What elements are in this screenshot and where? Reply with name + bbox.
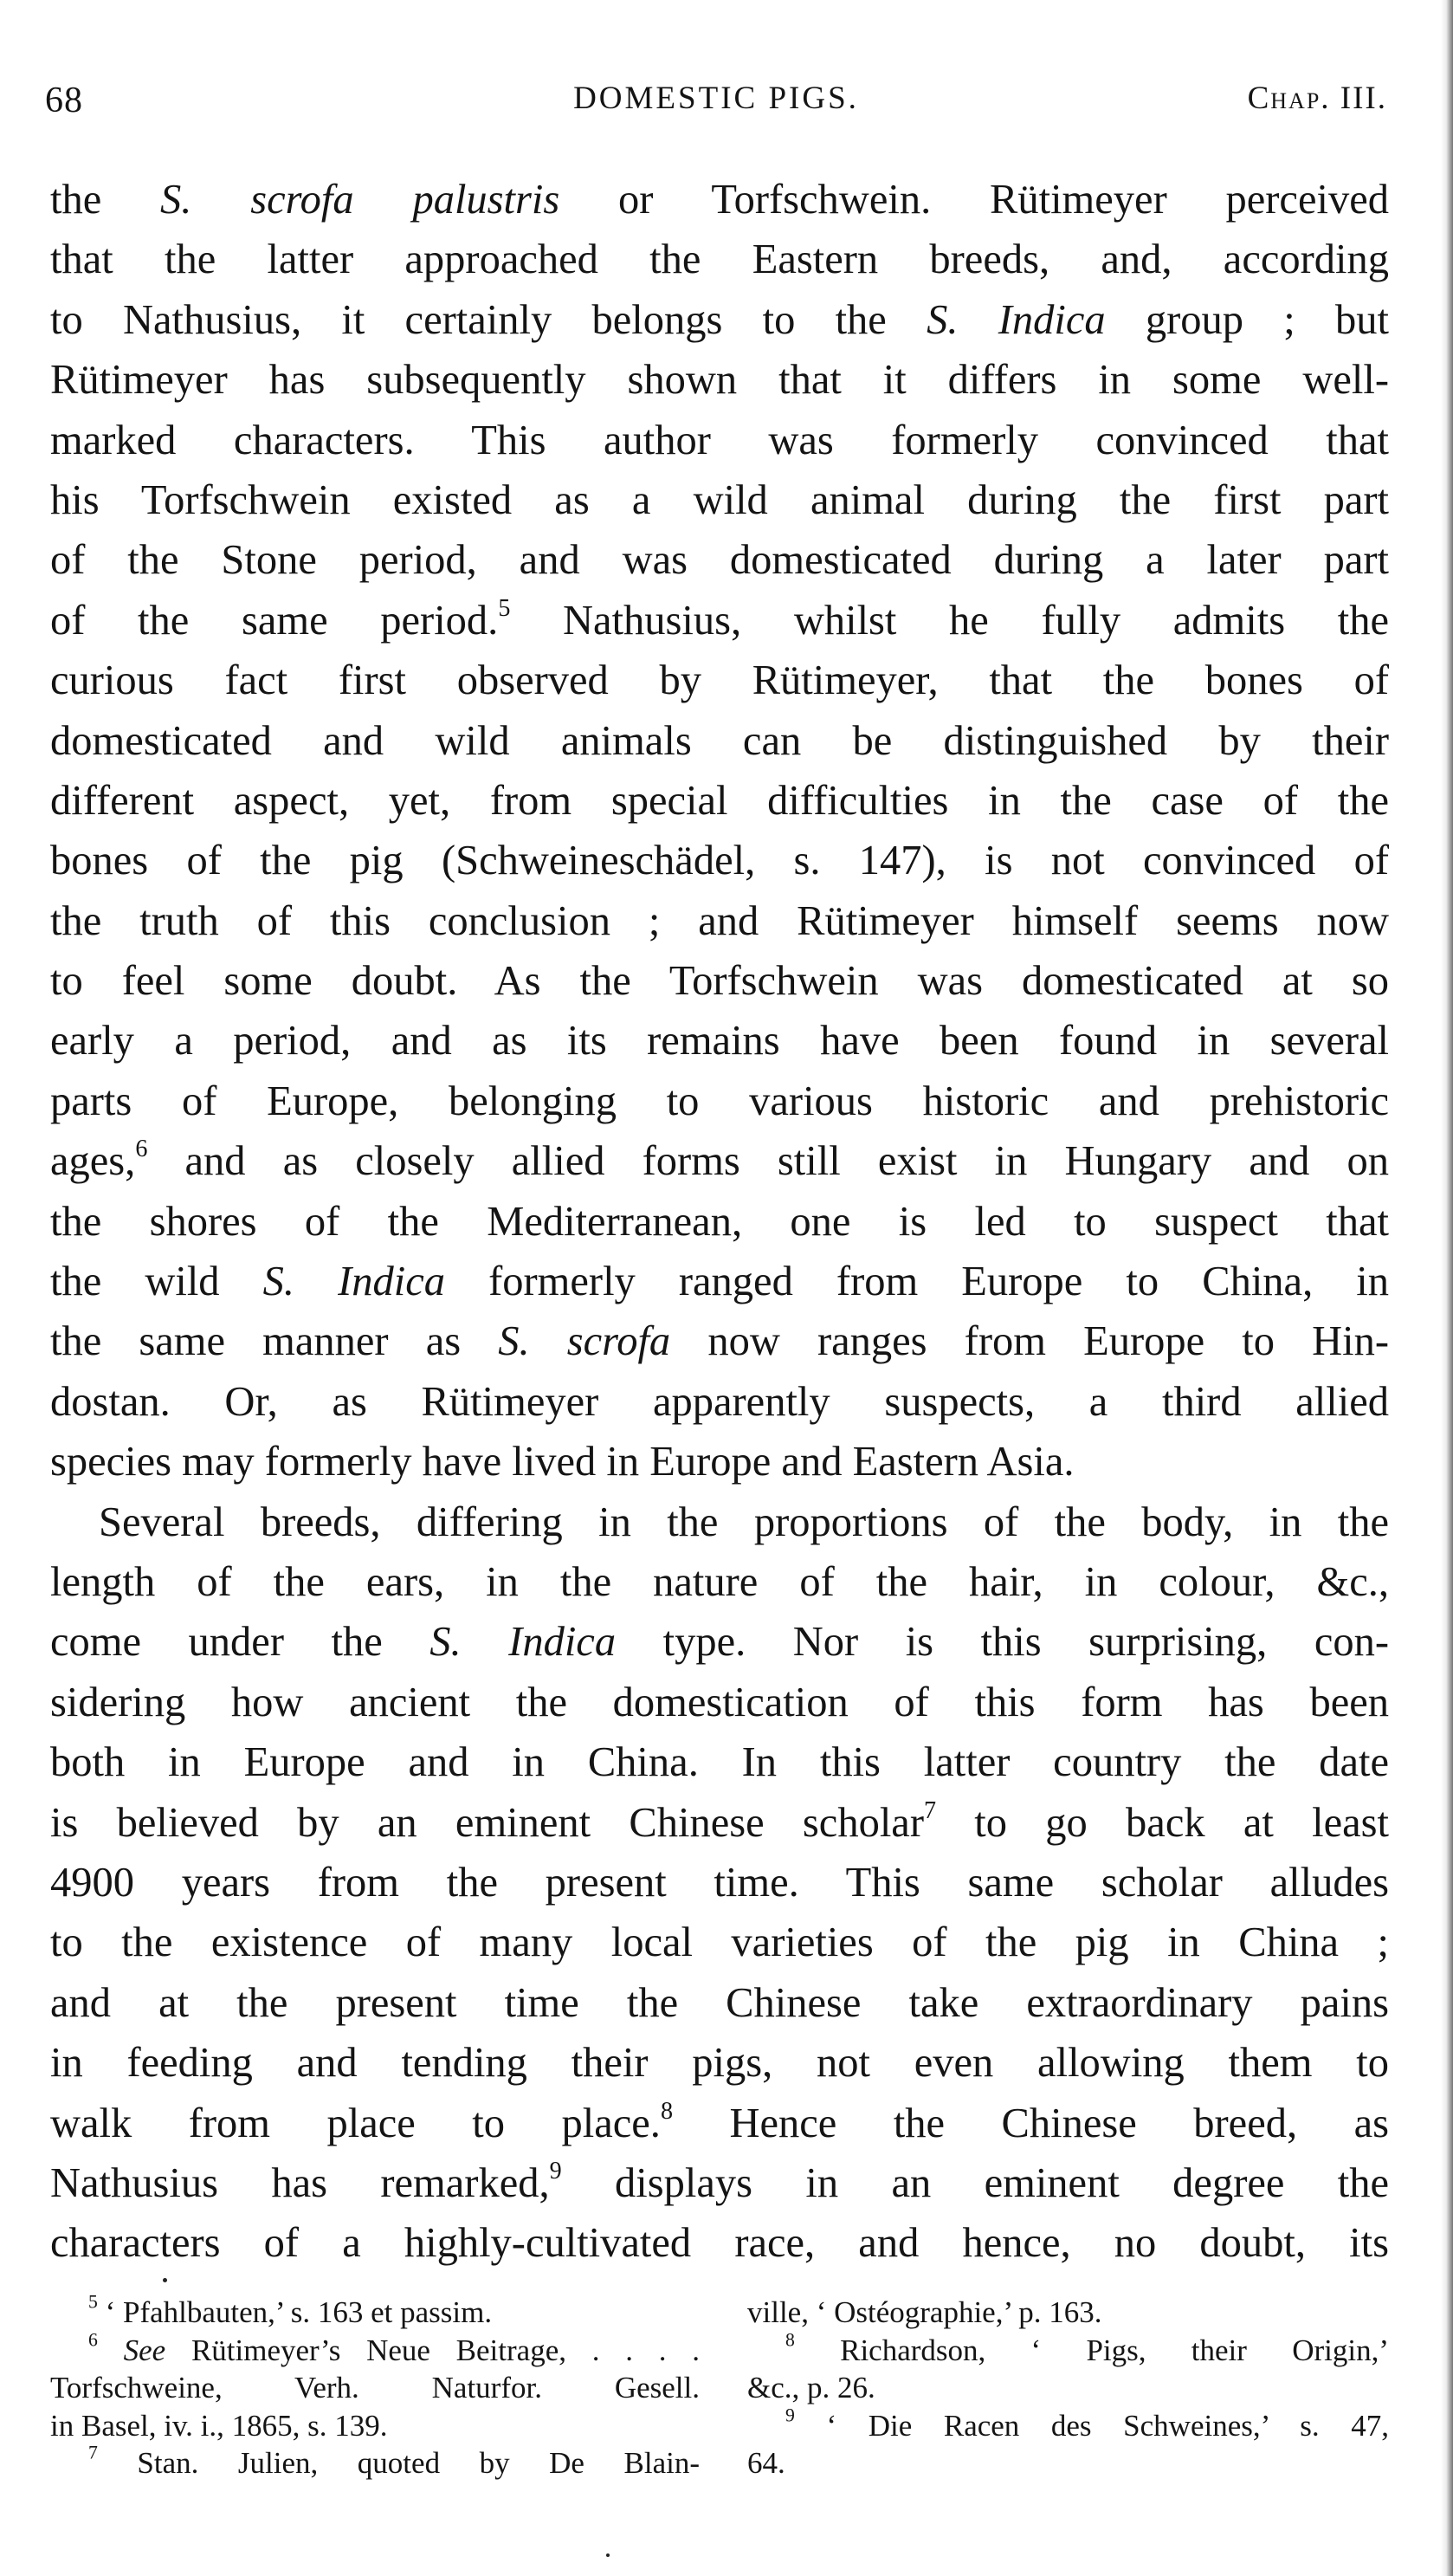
text-line: in feeding and tending their pigs, not even allowing them to: [50, 2040, 1389, 2087]
running-header: [45, 80, 1387, 123]
text-line: to feel some doubt. As the Torfschwein was domesticated at so: [50, 958, 1389, 1005]
ink-speck: [163, 2278, 167, 2282]
text-line: bones of the pig (Schweineschädel, s. 147), is not convinced of: [50, 838, 1389, 884]
text-line: parts of Europe, belonging to various historic and prehistoric: [50, 1078, 1389, 1124]
paragraph-1: [50, 170, 1389, 1492]
text-line: come under the S. Indica type. Nor is this surprising, con-: [50, 1619, 1390, 1666]
text-line: Rütimeyer has subsequently shown that it differs in some well-: [50, 357, 1389, 404]
text-line: marked characters. This author was formerly convinced that: [50, 417, 1389, 463]
footnote-ref-8[interactable]: 8: [660, 2097, 673, 2125]
footnote-ref-5[interactable]: 5: [498, 594, 511, 622]
text-line: the same manner as S. scrofa now ranges from Europe to Hin-: [50, 1318, 1389, 1365]
chapter-reference: Chap. III.: [1247, 81, 1387, 116]
footnote-6-cont: in Basel, iv. i., 1865, s. 139.: [50, 2408, 388, 2443]
text-line: both in Europe and in China. In this latter country the date: [50, 1739, 1389, 1786]
text-line: length of the ears, in the nature of the hair, in colour, &c.,: [50, 1558, 1389, 1605]
text-line: curious fact first observed by Rütimeyer, that the bones of: [50, 657, 1389, 704]
footnote-6-cont: Torfschweine, Verh. Naturfor. Gesell.: [50, 2371, 700, 2404]
text-line: species may formerly have lived in Europe and Eastern Asia.: [50, 1439, 1075, 1485]
running-title: DOMESTIC PIGS.: [573, 81, 859, 116]
body-text: [50, 170, 1389, 2274]
text-line: Nathusius has remarked,$^9$ displays in an eminent degree the: [50, 2157, 1390, 2206]
text-line: Several breeds, differing in the proportions of the body, in the: [99, 1498, 1389, 1545]
text-line: the wild S. Indica formerly ranged from Europe to China, in: [50, 1259, 1390, 1305]
text-line: different aspect, yet, from special difficulties in the case of the: [50, 777, 1389, 824]
text-line: that the latter approached the Eastern breeds, and, according: [50, 236, 1389, 283]
footnote-ref-6[interactable]: 6: [135, 1136, 148, 1163]
text-line: the truth of this conclusion ; and Rütimeyer himself seems now: [50, 897, 1389, 944]
text-line: the S. scrofa palustris or Torfschwein. Rütimeyer perceived: [50, 177, 1389, 223]
binding-shadow: [1441, 0, 1453, 2576]
ink-speck: [606, 2553, 610, 2557]
text-line: is believed by an eminent Chinese scholar$^7$ to go back at least: [50, 1796, 1389, 1846]
footnote-ref-9[interactable]: 9: [549, 2157, 562, 2184]
text-line: domesticated and wild animals can be distinguished by their: [50, 717, 1389, 764]
footnote-5: $^5$ ‘ Pfahlbauten,’ s. 163 et passim.: [88, 2291, 493, 2329]
text-line: dostan. Or, as Rütimeyer apparently suspects, a third allied: [50, 1378, 1389, 1425]
text-line: of the same period.$^5$ Nathusius, whilst he fully admits the: [50, 594, 1389, 644]
text-line: ages,$^6$ and as closely allied forms still exist in Hungary and on: [50, 1136, 1389, 1185]
footnotes-right-column: [747, 2294, 1389, 2482]
footnote-ref-7[interactable]: 7: [923, 1796, 937, 1824]
footnote-9-cont: 64.: [747, 2446, 785, 2480]
text-line: early a period, and as its remains have been found in several: [50, 1018, 1389, 1065]
text-line: characters of a highly-cultivated race, and hence, no doubt, its: [50, 2220, 1389, 2267]
footnote-8-cont: &c., p. 26.: [747, 2371, 875, 2404]
text-line: walk from place to place.$^8$ Hence the Chinese breed, as: [50, 2097, 1389, 2146]
text-line: to Nathusius, it certainly belongs to the S. Indica group ; but: [50, 296, 1390, 343]
text-line: of the Stone period, and was domesticated during a later part: [50, 537, 1389, 584]
text-line: sidering how ancient the domestication of this form has been: [50, 1679, 1389, 1725]
text-line: his Torfschwein existed as a wild animal during the first part: [50, 476, 1389, 523]
text-line: the shores of the Mediterranean, one is led to suspect that: [50, 1198, 1389, 1245]
footnote-7: $^7$ Stan. Julien, quoted by De Blain-: [88, 2442, 700, 2480]
footnote-9: $^9$ ‘ Die Racen des Schweines,’ s. 47,: [785, 2404, 1389, 2443]
text-line: 4900 years from the present time. This same scholar alludes: [50, 1859, 1389, 1906]
footnotes-left-column: [50, 2291, 700, 2482]
page-number: 68: [45, 81, 83, 120]
footnote-6: $^6$ See Rütimeyer’s Neue Beitrage, . . . .: [88, 2329, 700, 2367]
paragraph-2: [50, 1492, 1389, 2274]
text-line: and at the present time the Chinese take extraordinary pains: [50, 1979, 1389, 2026]
text-line: to the existence of many local varieties of the pig in China ;: [50, 1919, 1389, 1966]
footnote-7-cont: ville, ‘ Ostéographie,’ p. 163.: [747, 2295, 1102, 2329]
footnote-8: $^8$ Richardson, ‘ Pigs, their Origin,’: [785, 2329, 1389, 2367]
